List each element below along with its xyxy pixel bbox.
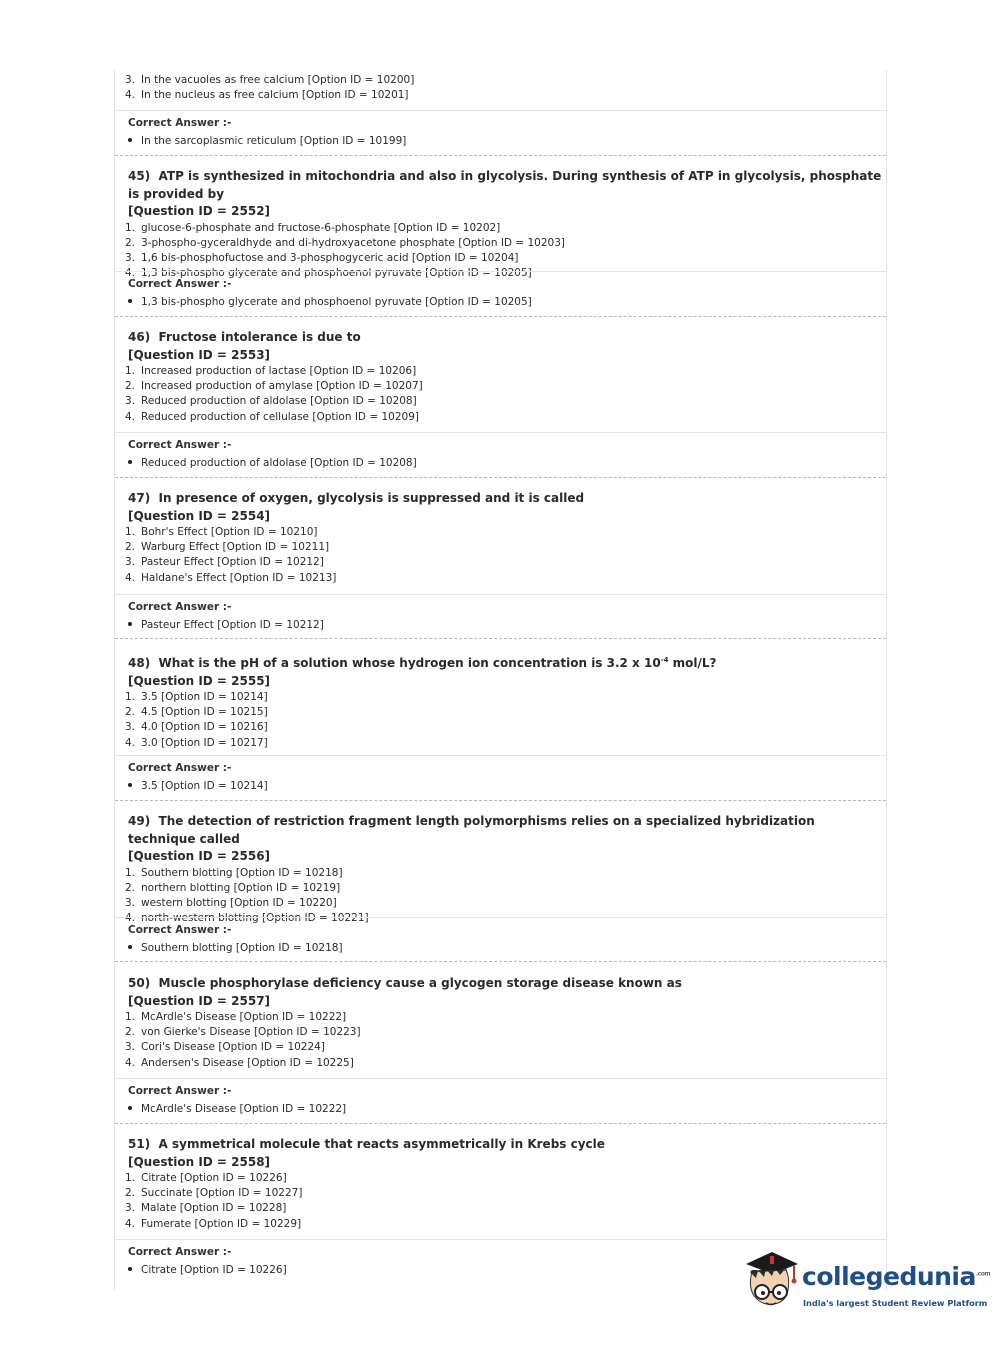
- correct-answer-value: 1,3 bis-phospho glycerate and phosphoenol pyruvate [Option ID = 10205]: [115, 295, 886, 310]
- question-separator: [115, 1123, 886, 1124]
- option-item: 1. Southern blotting [Option ID = 10218]: [125, 866, 343, 879]
- question-separator: [115, 961, 886, 962]
- correct-answer-value: Southern blotting [Option ID = 10218]: [115, 941, 886, 956]
- correct-answer-label: Correct Answer :-: [128, 924, 232, 936]
- option-item: 2. 4.5 [Option ID = 10215]: [125, 706, 268, 719]
- question-separator: [115, 638, 886, 639]
- correct-answer-block: [115, 1084, 886, 1117]
- option-item: 3. 4.0 [Option ID = 10216]: [125, 721, 268, 734]
- option-item: 1. Increased production of lactase [Option ID = 10206]: [125, 365, 417, 377]
- question-44-fragment: [115, 73, 886, 103]
- divider: [115, 271, 886, 272]
- option-item: 1. glucose-6-phosphate and fructose-6-phosphate [Option ID = 10202]: [125, 221, 501, 234]
- option-item: 1. McArdle's Disease [Option ID = 10222]: [125, 1011, 347, 1023]
- mascot-icon: [742, 1250, 800, 1312]
- correct-answer-value: Pasteur Effect [Option ID = 10212]: [115, 618, 886, 633]
- question-heading: 48) What is the pH of a solution whose hydrogen ion concentration is 3.2 x $10^{-4}$ mol/L? [Question ID = 2555]: [128, 656, 717, 688]
- option-item: 1. Bohr's Effect [Option ID = 10210]: [125, 526, 318, 538]
- option-item: 4. 3.0 [Option ID = 10217]: [125, 736, 268, 749]
- correct-answer-block: [115, 761, 886, 794]
- option-item: 1. 3.5 [Option ID = 10214]: [125, 691, 268, 703]
- option-item: 4. north-western blotting [Option ID = 10221]: [125, 912, 369, 925]
- question-45: [115, 168, 886, 281]
- question-46: [115, 329, 886, 425]
- option-item: 4. Haldane's Effect [Option ID = 10213]: [125, 571, 337, 584]
- option-item: 2. northern blotting [Option ID = 10219]: [125, 881, 341, 894]
- bullet-icon: [128, 460, 132, 464]
- option-item: 4. 1,3 bis-phospho glycerate and phosphoenol pyruvate [Option ID = 10205]: [125, 267, 532, 280]
- correct-answer-block: [115, 277, 886, 310]
- question-50: [115, 975, 886, 1071]
- divider: [115, 755, 886, 756]
- document-page: [114, 70, 887, 1290]
- option-list: [115, 525, 886, 586]
- correct-answer-value: McArdle's Disease [Option ID = 10222]: [115, 1102, 886, 1117]
- question-heading: 46) Fructose intolerance is due to [Question ID = 2553]: [128, 330, 361, 362]
- option-list: [115, 73, 886, 103]
- bullet-icon: [128, 945, 132, 949]
- option-list: [115, 364, 886, 425]
- correct-answer-value: In the sarcoplasmic reticulum [Option ID = 10199]: [115, 134, 886, 149]
- option-item: 3. Pasteur Effect [Option ID = 10212]: [125, 556, 324, 569]
- question-48: [115, 652, 886, 751]
- correct-answer-label: Correct Answer :-: [128, 601, 232, 613]
- logo-wordmark: collegedunia$^{.com}$: [802, 1262, 991, 1291]
- collegedunia-logo[interactable]: [742, 1250, 991, 1320]
- option-item: 1. Citrate [Option ID = 10226]: [125, 1172, 287, 1184]
- correct-answer-block: [115, 438, 886, 471]
- option-item: 3. 1,6 bis-phosphofuctose and 3-phosphogyceric acid [Option ID = 10204]: [125, 251, 519, 264]
- option-item: 4. Andersen's Disease [Option ID = 10225]: [125, 1056, 354, 1069]
- option-item: 2. 3-phospho-gyceraldhyde and di-hydroxyacetone phosphate [Option ID = 10203]: [125, 236, 565, 249]
- option-list: [115, 1010, 886, 1071]
- question-47: [115, 490, 886, 586]
- correct-answer-label: Correct Answer :-: [128, 278, 232, 290]
- question-separator: [115, 316, 886, 317]
- divider: [115, 917, 886, 918]
- option-item: 4. Fumerate [Option ID = 10229]: [125, 1217, 302, 1230]
- correct-answer-value: Reduced production of aldolase [Option ID = 10208]: [115, 456, 886, 471]
- bullet-icon: [128, 138, 132, 142]
- option-item: 2. Increased production of amylase [Option ID = 10207]: [125, 380, 423, 393]
- correct-answer-label: Correct Answer :-: [128, 1246, 232, 1258]
- correct-answer-label: Correct Answer :-: [128, 439, 232, 451]
- question-heading: 47) In presence of oxygen, glycolysis is suppressed and it is called [Question ID = 2554]: [128, 491, 585, 523]
- correct-answer-label: Correct Answer :-: [128, 1085, 232, 1097]
- correct-answer-label: Correct Answer :-: [128, 762, 232, 774]
- question-separator: [115, 800, 886, 801]
- correct-answer-block: [115, 116, 886, 149]
- correct-answer-value: Citrate [Option ID = 10226]: [115, 1263, 886, 1278]
- bullet-icon: [128, 783, 132, 787]
- bullet-icon: [128, 299, 132, 303]
- bullet-icon: [128, 1267, 132, 1271]
- question-49: [115, 813, 886, 926]
- question-heading: 45) ATP is synthesized in mitochondria and also in glycolysis. During synthesis of ATP in glycolysis, phosphate is provided by [Question ID = 2552]: [128, 169, 882, 218]
- divider: [115, 594, 886, 595]
- divider: [115, 1239, 886, 1240]
- option-item: 3. Cori's Disease [Option ID = 10224]: [125, 1041, 325, 1054]
- divider: [115, 110, 886, 111]
- correct-answer-value: 3.5 [Option ID = 10214]: [115, 779, 886, 794]
- bullet-icon: [128, 622, 132, 626]
- question-heading: 49) The detection of restriction fragment length polymorphisms relies on a specialized hybridization technique called [Question ID = 2556]: [128, 814, 815, 863]
- option-item: 2. von Gierke's Disease [Option ID = 10223]: [125, 1026, 361, 1039]
- option-item: 2. Warburg Effect [Option ID = 10211]: [125, 541, 330, 554]
- question-heading: 50) Muscle phosphorylase deficiency cause a glycogen storage disease known as [Question ID = 2557]: [128, 976, 682, 1008]
- correct-answer-label: Correct Answer :-: [128, 117, 232, 129]
- option-item: 4. In the nucleus as free calcium [Option ID = 10201]: [125, 89, 409, 102]
- logo-tagline: India's largest Student Review Platform: [803, 1298, 988, 1308]
- divider: [115, 1078, 886, 1079]
- option-item: 3. Malate [Option ID = 10228]: [125, 1202, 287, 1215]
- bullet-icon: [128, 1106, 132, 1110]
- option-list: [115, 221, 886, 282]
- divider: [115, 432, 886, 433]
- question-51: [115, 1136, 886, 1232]
- question-separator: [115, 477, 886, 478]
- question-separator: [115, 155, 886, 156]
- option-list: [115, 690, 886, 751]
- option-item: 3. western blotting [Option ID = 10220]: [125, 896, 337, 909]
- question-heading: 51) A symmetrical molecule that reacts asymmetrically in Krebs cycle [Question ID = 2558]: [128, 1137, 605, 1169]
- option-item: 2. Succinate [Option ID = 10227]: [125, 1187, 303, 1200]
- correct-answer-block: [115, 600, 886, 633]
- option-item: 3. Reduced production of aldolase [Option ID = 10208]: [125, 395, 417, 408]
- option-item: 4. Reduced production of cellulase [Option ID = 10209]: [125, 410, 419, 423]
- option-item: 3. In the vacuoles as free calcium [Option ID = 10200]: [125, 74, 415, 86]
- correct-answer-block: [115, 923, 886, 956]
- option-list: [115, 1171, 886, 1232]
